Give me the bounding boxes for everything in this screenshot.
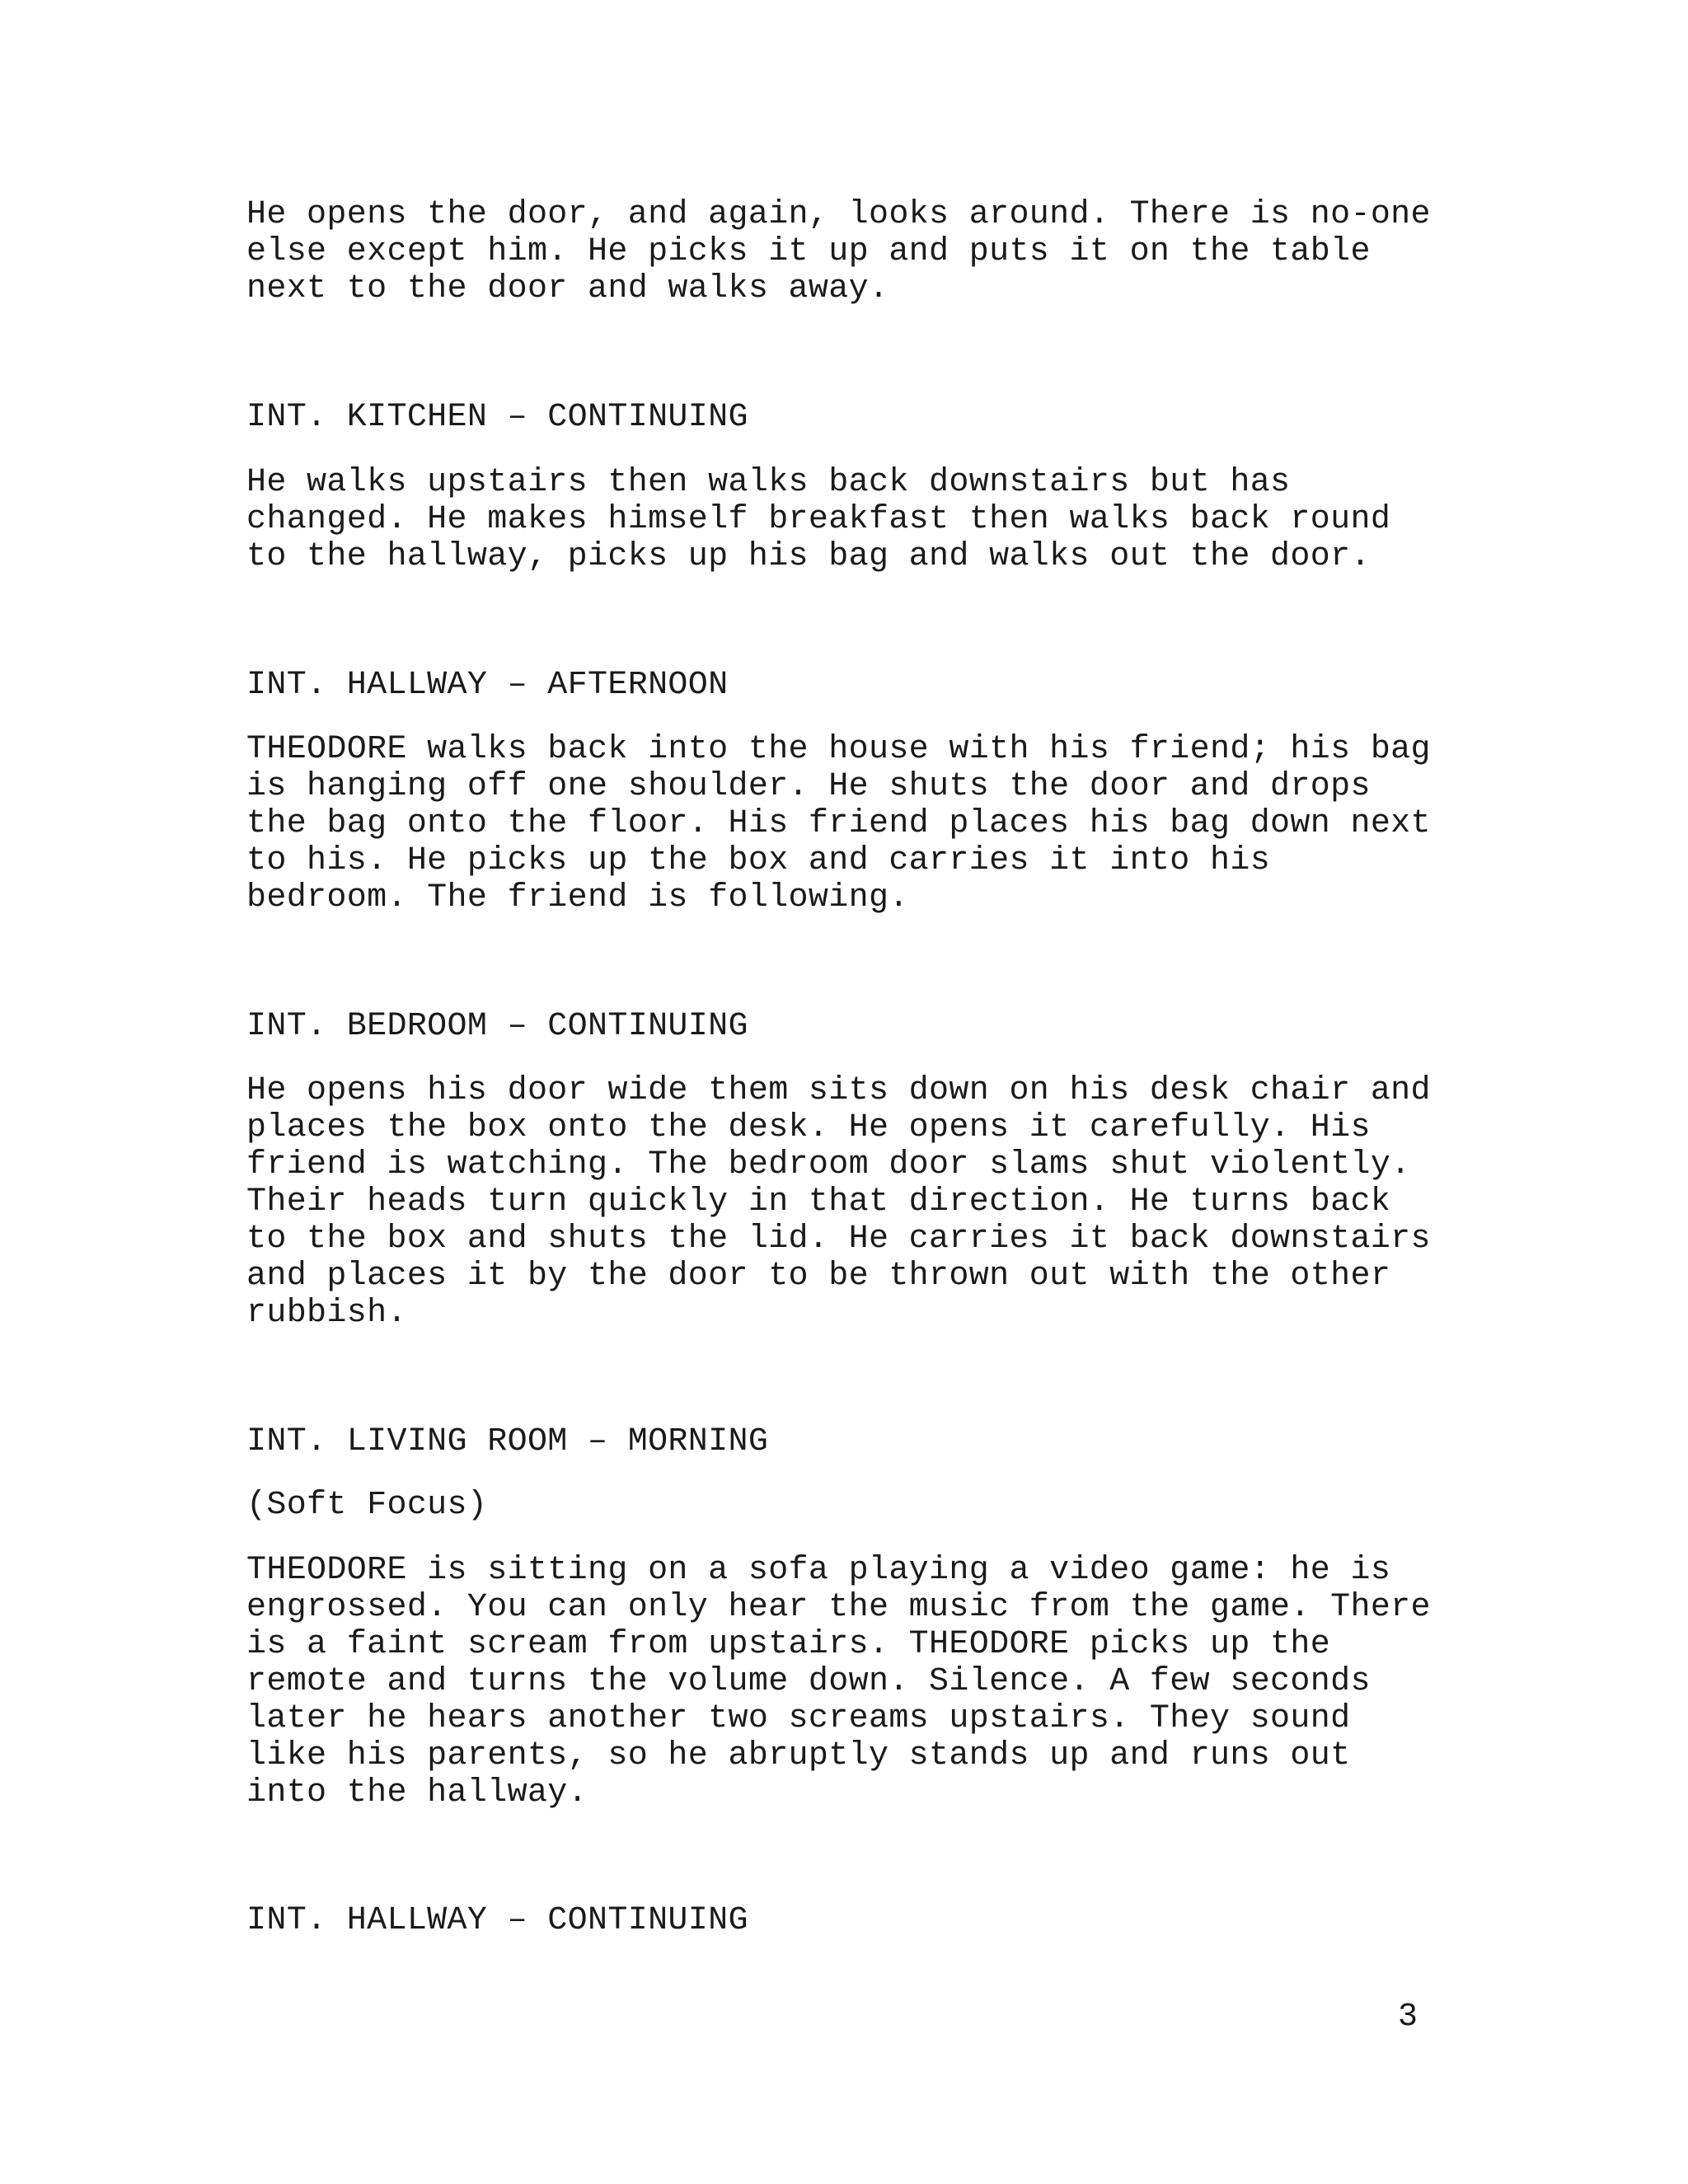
scene-heading: INT. KITCHEN – CONTINUING [246,399,748,436]
scene-heading: INT. HALLWAY – CONTINUING [246,1902,748,1939]
page-number: 3 [1397,1999,1418,2036]
action-paragraph: He opens his door wide them sits down on his desk chair and places the box onto the desk. He opens it carefully. His friend is watching. The bedroom door slams shut violently. Their heads turn quickly in that direction. He turns back to the box and shuts the lid. He carries it back downstairs and places it by the door to be thrown out with the other rubbish. [246,1072,1431,1332]
scene-heading: INT. LIVING ROOM – MORNING [246,1423,769,1460]
scene-heading: INT. HALLWAY – AFTERNOON [246,667,729,704]
action-paragraph: He opens the door, and again, looks around. There is no-one else except him. He picks it up and puts it on the table next to the door and walks away. [246,196,1431,307]
parenthetical: (Soft Focus) [246,1487,488,1524]
scene-heading: INT. BEDROOM – CONTINUING [246,1008,748,1045]
action-paragraph: THEODORE is sitting on a sofa playing a video game: he is engrossed. You can only hear the music from the game. There is a faint scream from upstairs. THEODORE picks up the remote and turns the volume down. Silence. A few seconds later he hears another two screams upstairs. They sound like his parents, so he abruptly stands up and runs out into the hallway. [246,1552,1431,1811]
action-paragraph: He walks upstairs then walks back downstairs but has changed. He makes himself breakfast then walks back round to the hallway, picks up his bag and walks out the door. [246,464,1391,575]
action-paragraph: THEODORE walks back into the house with his friend; his bag is hanging off one shoulder. He shuts the door and drops the bag onto the floor. His friend places his bag down next to his. He picks up the box and carries it into his bedroom. The friend is following. [246,731,1431,916]
